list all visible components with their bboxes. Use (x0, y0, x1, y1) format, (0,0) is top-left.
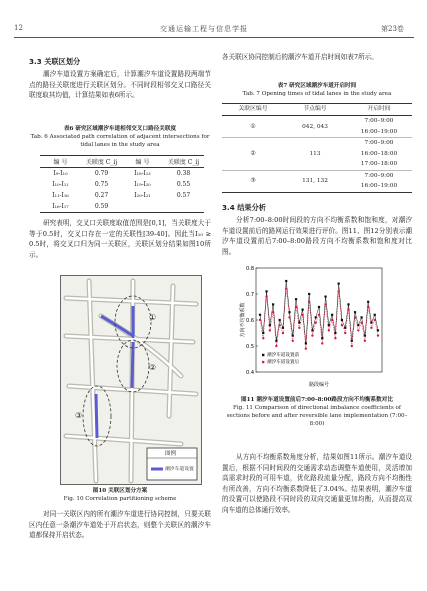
data-point (265, 290, 267, 292)
data-point (288, 316, 290, 318)
table6-cell: I₁₆-I₁₇ (52, 203, 69, 210)
data-point (305, 342, 307, 344)
data-point (357, 324, 359, 326)
data-point (269, 329, 271, 331)
data-point (301, 314, 303, 316)
data-point (367, 301, 369, 303)
data-point (364, 335, 366, 337)
data-point (377, 329, 379, 331)
table7-head-cell: 开启时间 (367, 106, 391, 112)
data-point (265, 295, 267, 297)
table-row (40, 168, 204, 179)
table7-head-cell: 关联区编号 (238, 106, 268, 112)
section-3-4-heading: 3.4 结果分析 (222, 203, 266, 212)
chart-x-label: 路段编号 (308, 382, 330, 388)
data-point (308, 301, 310, 303)
table6-cell: 0.59 (94, 203, 109, 210)
zone-1-label: ① (149, 313, 157, 322)
table7-header (222, 104, 412, 116)
table6-head-cell: 编 号 (53, 159, 68, 166)
data-point (298, 327, 300, 329)
table6-cell: 0.79 (94, 170, 109, 177)
zone-3-label: ③ (75, 411, 83, 420)
data-point (288, 311, 290, 313)
legend-marker (262, 354, 264, 356)
table-row (222, 171, 412, 192)
data-point (311, 329, 313, 331)
table-row (222, 116, 412, 138)
table6-caption (29, 125, 211, 149)
table6-cell: 0.75 (94, 181, 109, 188)
paragraph-3-4-intro: 分析7:00–8:00时间段的方向不均衡系数和饱和度，对潮汐车道设置前后的路网运行效果进行评价。图11、图12分别表示潮汐车道设置前后7:00–8:00路段方向不均衡系数和饱和度对比图。 (222, 216, 412, 256)
data-point (282, 327, 284, 329)
table7-nodes: 042, 043 (302, 123, 328, 130)
table7-zone: ① (250, 123, 256, 130)
data-point (334, 332, 336, 334)
data-point (295, 298, 297, 300)
table7-caption-cn: 表7 研究区域潮汐车道开启时间 (277, 83, 357, 89)
data-point (262, 332, 264, 334)
data-point (285, 288, 287, 290)
data-point (338, 283, 340, 285)
volume-label: 第23卷 (381, 25, 404, 33)
data-point (298, 322, 300, 324)
y-tick-label: 0.5 (246, 343, 254, 350)
data-point (308, 293, 310, 295)
table6-cell: 0.57 (176, 192, 191, 199)
data-point (354, 316, 356, 318)
table-row (222, 138, 412, 171)
data-point (315, 321, 317, 323)
correlation-partition-map (60, 275, 202, 485)
data-point (370, 327, 372, 329)
table-row (40, 190, 204, 201)
data-point (305, 347, 307, 349)
data-point (328, 324, 330, 326)
table7-time: 17:00–18:00 (360, 161, 398, 167)
table6-cell: I₂₀-I₂₁ (134, 192, 151, 199)
data-point (374, 314, 376, 316)
data-point (279, 319, 281, 321)
table6-head-cell: 编 号 (135, 159, 150, 166)
y-tick-label: 0.8 (246, 265, 254, 272)
data-point (341, 324, 343, 326)
table7-time: 7:00–9:00 (364, 140, 394, 146)
fig10-caption (29, 487, 211, 503)
paragraph-3-3-intro: 潮汐车道设置方案确定后，计算潮汐车道设置路段两端节点的路径关联度进行关联区划分。不同时段相邻交叉口路径关联度取其均值，计算结果如表6所示。 (29, 70, 211, 100)
data-point (321, 337, 323, 339)
paragraph-correlation: 研究表明，交叉口关联度取值范围是[0,1]，当关联度大于等于0.5时，交叉口存在一定的关联性[39-40]。因此当I₁₀ ≥ 0.5时，将交叉口归为同一关联区，关联区划分结果如图10所示。 (29, 219, 211, 259)
paragraph-table7-intro: 各关联区协同控制后的潮汐车道开启时间如表7所示。 (222, 53, 378, 61)
table7-time: 7:00–9:00 (364, 118, 394, 124)
data-point (295, 306, 297, 308)
imbalance-coefficient-chart (236, 262, 386, 392)
header-rule (14, 37, 414, 38)
table6-cell: I₁₉-I₂₀ (134, 181, 151, 188)
table6-head-cell: 关联度 C_ij (85, 159, 118, 166)
data-point (360, 321, 362, 323)
table7-zone: ③ (250, 178, 256, 184)
data-point (292, 335, 294, 337)
data-point (334, 337, 336, 339)
table7-time: 16:00–18:00 (360, 150, 398, 157)
table7-time: 16:00–19:00 (360, 183, 398, 189)
data-point (351, 340, 353, 342)
data-point (321, 342, 323, 344)
data-point (324, 296, 326, 298)
data-point (275, 345, 277, 347)
data-point (318, 306, 320, 308)
table7-zone: ② (250, 150, 256, 157)
zone-2-label: ② (149, 363, 157, 372)
paragraph-coordinated-control: 对同一关联区内的所有潮汐车道进行协同控制，只要关联区内任意一条潮汐车道处于开启状态，则整个关联区的潮汐车道都保持开启状态。 (29, 510, 211, 540)
fig10-caption-cn: 图10 关联区划分方案 (92, 488, 148, 494)
table7-caption-en: Tab. 7 Opening times of tidal lanes in the study area (242, 91, 392, 97)
data-point (341, 319, 343, 321)
y-tick-label: 0.7 (246, 291, 254, 298)
table-row (40, 201, 204, 212)
series-line (260, 289, 378, 349)
fig11-caption-en: Fig. 11 Comparison of directional imbalance coefficients of sections before and after reversible lane implementation (7:00–8:00) (226, 405, 408, 427)
table6-cell: 0.38 (176, 170, 191, 177)
table-row (40, 179, 204, 190)
data-point (344, 327, 346, 329)
map-legend-title: 图例 (165, 451, 177, 457)
chart-y-label: 方向不均衡系数 (240, 302, 246, 338)
data-point (367, 306, 369, 308)
legend-marker (262, 361, 265, 364)
data-point (318, 314, 320, 316)
table6-cell: I₁₁-I₁₆ (52, 192, 69, 199)
data-point (262, 337, 264, 339)
data-point (357, 329, 359, 331)
data-point (328, 329, 330, 331)
table7-time: 16:00–19:00 (360, 128, 398, 135)
table7 (222, 103, 412, 193)
data-point (361, 316, 363, 318)
paragraph-result-analysis: 从方向不均衡系数角度分析，结果如图11所示。潮汐车道设置后，根据不同时间段的交通需求动态调整车道使用，灵活增加高需求时段的可用车道，优化路段流量分配，路段方向不均衡性有所改善，方向不均衡系数降低了3.04%。结果表明，潮汐车道的设置可以使路段不同时段的双向交通量更加均衡，从而提高双向车道的总体通行效率。 (222, 453, 412, 514)
table6-caption-cn: 表6 研究区域潮汐车道相邻交叉口路径关联度 (63, 126, 177, 132)
data-point (370, 322, 372, 324)
data-point (282, 332, 284, 334)
chart-svg (236, 262, 386, 392)
table6-caption-en: Tab. 6 Associated path correlation of adjacent intersections for tidal lanes in the study area (30, 134, 210, 148)
data-point (292, 340, 294, 342)
y-tick-label: 0.6 (246, 317, 254, 324)
fig10-caption-en: Fig. 10 Correlation partitioning scheme (63, 496, 177, 502)
y-tick-label: 0.4 (246, 369, 254, 376)
legend-label: 潮汐车道设置前 (267, 353, 300, 358)
data-point (331, 319, 333, 321)
table6-cell: 0.27 (94, 192, 109, 199)
data-point (344, 332, 346, 334)
page-number: 12 (14, 24, 23, 32)
table6-cell: I₉-I₁₀ (53, 170, 68, 177)
data-point (374, 319, 376, 321)
data-point (259, 319, 261, 321)
table6-cell: 0.55 (176, 181, 191, 188)
section-3-3-heading: 3.3 关联区划分 (29, 57, 81, 66)
data-point (275, 340, 277, 342)
data-point (272, 303, 274, 305)
data-point (364, 340, 366, 342)
data-point (324, 303, 326, 305)
table6-head-cell: 关联度 C_ij (167, 159, 200, 166)
data-point (331, 314, 333, 316)
data-point (337, 290, 339, 292)
data-point (278, 324, 280, 326)
table7-nodes: 131, 132 (302, 178, 328, 184)
fig11-caption-cn: 图11 潮汐车道设置前后7:00–8:00路段方向不均衡系数对比 (241, 397, 393, 403)
road-network-map (61, 276, 201, 484)
journal-title: 交通运输工程与信息学报 (160, 25, 248, 33)
table7-nodes: 113 (309, 150, 321, 157)
series-line (260, 281, 378, 343)
data-point (315, 316, 317, 318)
table6 (40, 155, 204, 213)
table6-header (40, 156, 204, 168)
data-point (354, 311, 356, 313)
data-point (377, 334, 379, 336)
data-point (285, 280, 287, 282)
data-point (272, 311, 274, 313)
table6-cell: I₁₈-I₁₃ (134, 170, 151, 177)
data-point (259, 314, 261, 316)
data-point (347, 303, 349, 305)
table7-time: 7:00–9:00 (364, 172, 394, 179)
fig11-caption (222, 396, 412, 428)
data-point (302, 309, 304, 311)
data-point (347, 308, 349, 310)
legend-label: 潮汐车道设置后 (267, 360, 300, 365)
data-point (311, 334, 313, 336)
table7-head-cell: 节点编号 (303, 106, 327, 112)
data-point (269, 324, 271, 326)
map-legend-item: 潮汐车道设置 (165, 467, 194, 472)
table6-cell: I₁₀-I₁₁ (52, 181, 69, 188)
table7-caption (222, 82, 412, 98)
data-point (351, 345, 353, 347)
